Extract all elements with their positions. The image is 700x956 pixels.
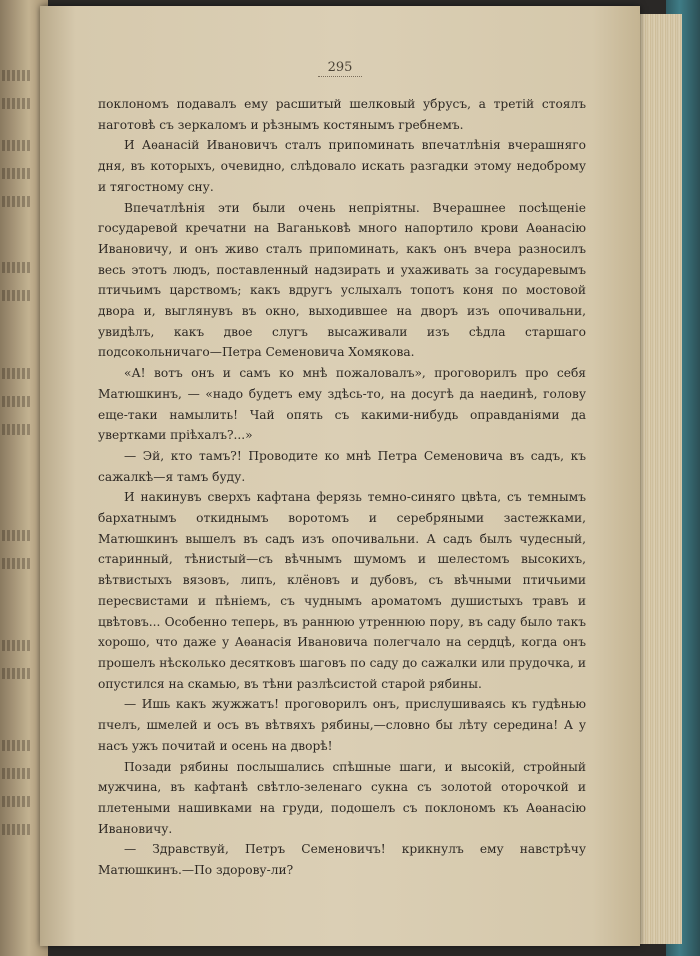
paragraph: — Эй, кто тамъ?! Проводите ко мнѣ Петра Семеновича въ садъ, къ сажалкѣ—я тамъ буду. (98, 448, 586, 484)
paragraph: — Ишь какъ жужжатъ! проговорилъ онъ, прислушиваясь къ гудѣнью пчелъ, шмелей и осъ въ вѣтвяхъ рябины,—словно бы лѣту середина! А у насъ ужъ почитай и осень на дворѣ! (98, 697, 586, 753)
paragraph: поклономъ подавалъ ему расшитый шелковый убрусъ, а третій стоялъ наготовѣ съ зеркаломъ и рѣзнымъ костянымъ гребнемъ. (98, 97, 586, 132)
paragraph: — Здравствуй, Петръ Семеновичъ! крикнулъ ему навстрѣчу Матюшкинъ.—По здорову-ли? (98, 842, 586, 878)
paragraph: Позади рябины послышались спѣшные шаги, и высокій, стройный мужчина, въ кафтанѣ свѣтло-зеленаго сукна съ золотой оторочкой и плетеными нашивками на груди, подошелъ съ поклономъ къ Аѳанасію Ивановичу. (98, 759, 586, 836)
page-edges (636, 14, 682, 944)
paragraph: Впечатлѣнія эти были очень непріятны. Вчерашнее посѣщеніе государевой кречатни на Ваганьковѣ много напортило крови Аѳанасію Ивановичу, и онъ живо сталъ припоминать, какъ онъ вчера разносилъ весь этотъ людъ, поставленный надзирать и ухаживать за государевымъ птичьимъ царствомъ; какъ вдругъ услыхалъ топотъ коня по мостовой двора и, выглянувъ въ окно, выходившее на дворъ изъ опочивальни, увидѣлъ, какъ двое слугъ высаживали изъ сѣдла старшаго подсокольничаго—Петра Семеновича Хомякова. (98, 200, 586, 360)
paragraph: И накинувъ сверхъ кафтана ферязь темно-синяго цвѣта, съ темнымъ бархатнымъ откиднымъ воротомъ и серебряными застежками, Матюшкинъ вышелъ въ садъ изъ опочивальни. А садъ былъ чудесный, старинный, тѣнистый—съ вѣчнымъ шумомъ и шелестомъ высокихъ, вѣтвистыхъ вязовъ, липъ, клёновъ и дубовъ, съ вѣчными птичьими пересвистами и пѣніемъ, съ чуднымъ ароматомъ душистыхъ травъ и цвѣтовъ... Особенно теперь, въ раннюю утреннюю пору, въ саду было такъ хорошо, что даже у Аѳанасія Ивановича полегчало на сердцѣ, когда онъ прошелъ нѣсколько десятковъ шаговъ по саду до сажалки или прудочка, и опустился на скамью, въ тѣни разлѣсистой старой рябины. (98, 490, 586, 691)
paragraph: «А! вотъ онъ и самъ ко мнѣ пожаловалъ», проговорилъ про себя Матюшкинъ, — «надо будетъ ему здѣсь-то, на досугѣ да наединѣ, голову еще-таки намылить! Чай опять съ какими-нибудь оправданіями да увертками пріѣхалъ?...» (98, 366, 586, 443)
page-number: 295 (318, 60, 363, 77)
paragraph: И Аѳанасій Ивановичъ сталъ припоминать впечатлѣнія вчерашняго дня, въ которыхъ, очевидно, слѣдовало искать разгадки этому недоброму и тягостному сну. (98, 138, 586, 194)
page-text (98, 94, 586, 881)
book-page (40, 6, 640, 946)
